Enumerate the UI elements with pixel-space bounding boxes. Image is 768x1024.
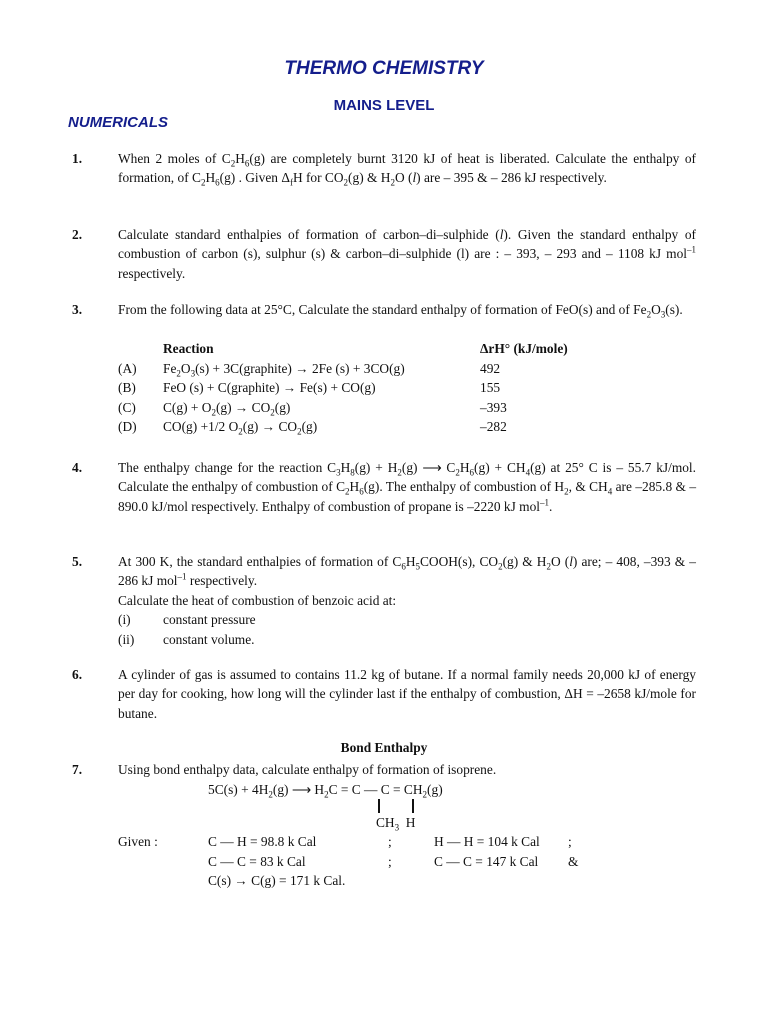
enthalpy-value: –282 (480, 419, 507, 434)
option-item (118, 610, 696, 630)
given-value: H — H = 104 k Cal (434, 834, 540, 849)
bond-line (378, 799, 380, 813)
page-title: THERMO CHEMISTRY (284, 58, 484, 79)
given-table (208, 832, 608, 891)
question-number: 5. (72, 554, 83, 569)
question-number: 3. (72, 302, 83, 317)
enthalpy-value: 492 (480, 360, 501, 376)
question-number: 6. (72, 667, 83, 682)
reaction-equation: FeO (s) + C(graphite) → Fe(s) + CO(g) (163, 380, 376, 395)
given-separator: ; (568, 834, 572, 849)
option-label: (i) (118, 612, 131, 627)
option-text: constant pressure (163, 612, 256, 627)
question-number: 1. (72, 151, 83, 166)
given-value: C — C = 83 k Cal (208, 853, 306, 869)
given-value: C — C = 147 k Cal (434, 853, 539, 869)
reaction-equation: $C(g) + O_2(g) \to CO_2(g)$ (163, 399, 291, 418)
table-row (118, 398, 696, 418)
bond-line (412, 799, 414, 813)
question-number: 4. (72, 460, 83, 475)
question-text: A cylinder of gas is assumed to contains 11.2 kg of butane. If a normal family needs 20,000 kJ of energy per day for cooking, how long will the cylinder last if the enthalpy of combustion, ΔH = –2658 kJ/mole for butane. (118, 667, 696, 721)
row-label: (B) (118, 380, 136, 395)
column-header-reaction: Reaction (163, 341, 214, 356)
given-separator: ; (388, 853, 392, 869)
option-item (118, 630, 696, 650)
given-label: Given : (118, 834, 158, 849)
question-text-line-2: of energy per day for cooking, how long will the cylinder last if the enthalpy of combustion, (118, 667, 696, 702)
enthalpy-value: 155 (480, 380, 501, 395)
table-header (118, 339, 696, 359)
question-text: At 300 K, the standard enthalpies of formation of $C_6H_5COOH(s)$, $CO_2(g)$ & $H_2O$ (l) are; – 408, –393 & –286 kJ mol$^{-1}$ respectively. Calculate the heat of combustion of benzoic acid at: (118, 552, 696, 610)
option-label: (ii) (118, 631, 135, 647)
reaction-equation: CO(g) +1/2 $O_2(g) \to CO_2(g)$ (163, 419, 318, 437)
option-list (118, 610, 696, 649)
question-number: 7. (72, 762, 83, 777)
option-text: constant volume. (163, 631, 255, 647)
table-row (118, 378, 696, 398)
page-subtitle: MAINS LEVEL (333, 97, 435, 114)
question-text: Calculate standard enthalpies of formation of carbon–di–sulphide (l). Given the standard enthalpy of combustion of carbon (s), sulphur (s) & carbon–di–sulphide (l) are : – 393, – 293 and – 1108 kJ mol$^{-1}$ respectively. (118, 227, 696, 281)
row-label: (D) (118, 419, 137, 434)
reaction-table (118, 339, 696, 437)
methyl-substituent: $CH_3$ H (376, 815, 416, 833)
row-label: (A) (118, 360, 137, 376)
column-header-enthalpy: ΔrH° (kJ/mole) (480, 341, 568, 356)
subsection-heading: Bond Enthalpy (340, 740, 428, 755)
question-text: The enthalpy change for the reaction $C_3H_8(g) + H_2(g)$ ⟶ $C_2H_6(g) + CH_4(g)$ at 25° C is – 55.7 kJ/mol. Calculate the enthalpy of combustion of $C_2H_6(g)$. The enthalpy of combustion of $H_2$, & $CH_4$ are –285.8 & –890.0 kJ/mol respectively. Enthalpy of combustion of propane is –2220 kJ mol$^{-1}$. (118, 460, 697, 514)
given-row (208, 871, 608, 891)
isoprene-equation: $5C(s) + 4H_2(g)$ ⟶ $H_2C = C$ — $C = CH_2(g)$ (208, 782, 443, 800)
given-row (208, 832, 608, 852)
given-value: C(s) → C(g) = 171 k Cal. (208, 873, 346, 888)
row-label: (C) (118, 399, 136, 415)
table-row (118, 359, 696, 379)
table-row (118, 417, 696, 437)
question-text: From the following data at 25°C, Calculate the standard enthalpy of formation of FeO(s) and of $Fe_2O_3(s)$. (118, 302, 683, 320)
given-row (208, 852, 608, 872)
question-text: When 2 moles of $C_2H_6(g)$ are completely burnt 3120 kJ of heat is liberated. Calculate the enthalpy of formation, of $C_2H_6(g)$ . Given $\Delta_fH$ for $CO_2(g)$ & $H_2O$ (l) are – 395 & – 286 kJ respectively. (118, 151, 696, 188)
given-value: C — H = 98.8 k Cal (208, 834, 317, 849)
question-ask: Calculate the heat of combustion of benzoic acid at: (118, 592, 397, 608)
section-heading: NUMERICALS (68, 114, 168, 131)
reaction-equation: $Fe_2O_3(s)$ + 3C(graphite) → 2Fe (s) + 3CO(g) (163, 360, 405, 379)
question-number: 2. (72, 227, 83, 242)
given-separator: ; (388, 834, 392, 849)
given-separator: & (568, 853, 579, 869)
question-text: Using bond enthalpy data, calculate enthalpy of formation of isoprene. (118, 762, 497, 777)
enthalpy-value: –393 (480, 399, 507, 415)
